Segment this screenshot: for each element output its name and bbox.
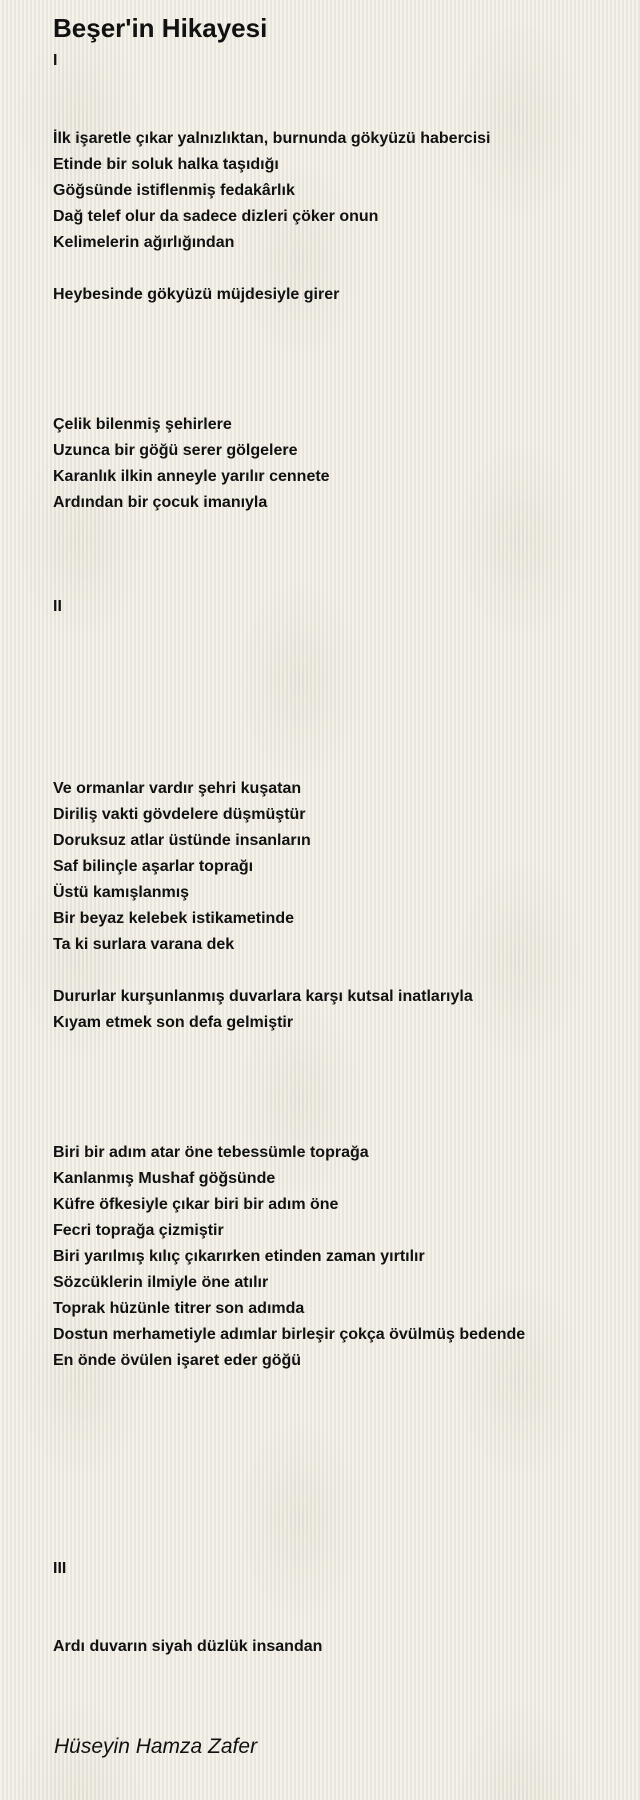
- poem-line: Bir beyaz kelebek istikametinde: [53, 910, 294, 927]
- stanza-gap: [53, 568, 623, 594]
- poem-line: Toprak hüzünle titrer son adımda: [53, 1300, 305, 1317]
- poem-line: Üstü kamışlanmış: [53, 884, 190, 901]
- stanza-gap: [53, 1374, 623, 1400]
- poem-line: Çelik bilenmiş şehirlere: [53, 416, 232, 433]
- stanza-gap: [53, 1400, 623, 1426]
- stanza-gap: [53, 646, 623, 672]
- poem-line: Etinde bir soluk halka taşıdığı: [53, 156, 279, 173]
- stanza-gap: [53, 1504, 623, 1530]
- poem-line: Saf bilinçle aşarlar toprağı: [53, 858, 254, 875]
- stanza-gap: [53, 958, 623, 984]
- poem-line: Kanlanmış Mushaf göğsünde: [53, 1170, 276, 1187]
- poem-line: Kıyam etmek son defa gelmiştir: [53, 1014, 294, 1031]
- stanza-gap: [53, 620, 623, 646]
- stanza-gap: [53, 1478, 623, 1504]
- stanza-gap: [53, 1530, 623, 1556]
- page-title: Beşer'in Hikayesi: [53, 13, 268, 43]
- poem-line: Dostun merhametiyle adımlar birleşir çokça övülmüş bedende: [53, 1326, 526, 1343]
- poem-line: Doruksuz atlar üstünde insanların: [53, 832, 311, 849]
- poem-line: Ardından bir çocuk imanıyla: [53, 494, 268, 511]
- stanza-gap: [53, 1426, 623, 1452]
- poem-line: Sözcüklerin ilmiyle öne atılır: [53, 1274, 269, 1291]
- stanza-gap: [53, 1036, 623, 1062]
- stanza-gap: [53, 386, 623, 412]
- stanza-gap: [53, 1608, 623, 1634]
- stanza-gap: [53, 672, 623, 698]
- poem-line: Dağ telef olur da sadece dizleri çöker onun: [53, 208, 379, 225]
- author-name[interactable]: Hüseyin Hamza Zafer: [54, 1735, 258, 1758]
- poem-line: Biri yarılmış kılıç çıkarırken etinden zaman yırtılır: [53, 1248, 425, 1265]
- poem-line: III: [53, 1560, 67, 1577]
- stanza-gap: [53, 542, 623, 568]
- poem-line: Diriliş vakti gövdelere düşmüştür: [53, 806, 306, 823]
- poem-body: [53, 48, 623, 1660]
- stanza-gap: [53, 74, 623, 100]
- poem-line: Kelimelerin ağırlığından: [53, 234, 235, 251]
- poem-line: Karanlık ilkin anneyle yarılır cennete: [53, 468, 330, 485]
- stanza-gap: [53, 256, 623, 282]
- poem-line: Heybesinde gökyüzü müjdesiyle girer: [53, 286, 340, 303]
- poem-line: I: [53, 52, 58, 69]
- poem-line: Göğsünde istiflenmiş fedakârlık: [53, 182, 295, 199]
- poem-line: Ve ormanlar vardır şehri kuşatan: [53, 780, 302, 797]
- poem-line: Küfre öfkesiyle çıkar biri bir adım öne: [53, 1196, 339, 1213]
- stanza-gap: [53, 1114, 623, 1140]
- stanza-gap: [53, 724, 623, 750]
- poem-line: Fecri toprağa çizmiştir: [53, 1222, 224, 1239]
- poem-line: Biri bir adım atar öne tebessümle toprağa: [53, 1144, 369, 1161]
- stanza-gap: [53, 1088, 623, 1114]
- poem-line: Dururlar kurşunlanmış duvarlara karşı kutsal inatlarıyla: [53, 988, 473, 1005]
- stanza-gap: [53, 750, 623, 776]
- stanza-gap: [53, 100, 623, 126]
- poem-line: Ardı duvarın siyah düzlük insandan: [53, 1638, 323, 1655]
- stanza-gap: [53, 1452, 623, 1478]
- stanza-gap: [53, 516, 623, 542]
- stanza-gap: [53, 1062, 623, 1088]
- poem-line: Ta ki surlara varana dek: [53, 936, 235, 953]
- stanza-gap: [53, 308, 623, 334]
- poem-line: İlk işaretle çıkar yalnızlıktan, burnunda gökyüzü habercisi: [53, 130, 491, 147]
- poem-page: [53, 12, 623, 1660]
- stanza-gap: [53, 334, 623, 360]
- poem-line: II: [53, 598, 62, 615]
- stanza-gap: [53, 360, 623, 386]
- poem-line: Uzunca bir göğü serer gölgelere: [53, 442, 298, 459]
- poem-line: En önde övülen işaret eder göğü: [53, 1352, 302, 1369]
- stanza-gap: [53, 1582, 623, 1608]
- stanza-gap: [53, 698, 623, 724]
